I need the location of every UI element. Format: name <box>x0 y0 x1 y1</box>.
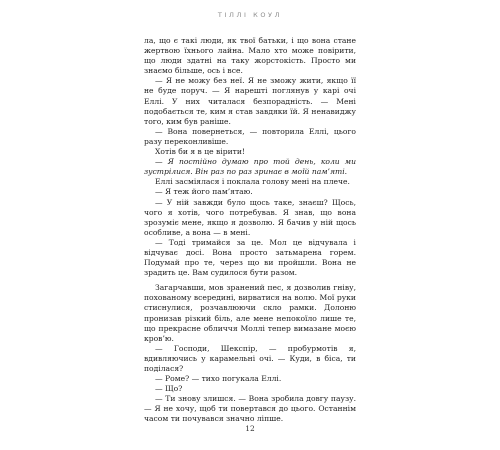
paragraph: — Я теж його пам’ятаю. <box>155 187 253 197</box>
paragraph: Хотів би я в це вірити! <box>155 147 245 157</box>
paragraph: ла, що є такі люди, як твої батьки, і що вона стане жертвою їхнього лайна. Мало хто може повірити, що люди здатні на таку жорстокість. Просто ми знаємо більше, ось і все. <box>144 36 356 76</box>
paragraph: — Роме? — тихо погукала Еллі. <box>155 374 282 384</box>
paragraph: — Що? <box>155 384 183 394</box>
paragraph: — Я не можу без неї. Я не зможу жити, якщо її не буде поруч. — Я нарешті поглянув у карі очі Еллі. У них читалася безпорадність. — Мені подобається те, ким я став завдяки їй. Я ненавиджу того, ким був раніше. <box>144 76 356 126</box>
paragraph: — Ти знову злишся. — Вона зробила довгу паузу. — Я не хочу, щоб ти повертався до цього. Останнім часом ти почувався значно ліпше. <box>144 394 356 424</box>
paragraph: — Вона повернеться, — повторила Еллі, цього разу переконливіше. <box>144 126 356 146</box>
paragraph: Загарчавши, мов зранений пес, я дозволив гніву, похованому всередині, вирватися на волю. Мої руки стиснулися, розчавлюючи скло рамки. Долоню пронизав різкий біль, але мене непокоїло лише те, що прекрасне обличчя Моллі тепер вимазане моєю кров’ю. <box>144 283 356 343</box>
running-header: ТІЛЛІ КОУЛ <box>217 11 283 19</box>
paragraph: — У ній завжди було щось таке, знаєш? Щось, чого я хотів, чого потребував. Я знав, що вона зрозуміє мене, якщо я дозволю. Я бачив у ній щось особливе, а вона — в мені. <box>144 197 356 237</box>
paragraph: — Господи, Шекспір, — пробурмотів я, вдивляючись у карамельні очі. — Куди, в біса, ти поділася? <box>144 343 356 373</box>
italic-text: — Я постійно думаю про той день, коли ми зустрілися. Він раз по раз зринає в моїй пам’яті. <box>144 157 356 177</box>
body-text <box>144 36 356 425</box>
paragraph-italic <box>144 157 356 177</box>
paragraph: Еллі засміялася і поклала голову мені на плече. <box>155 177 350 187</box>
paragraph: — Тоді тримайся за це. Мол це відчувала і відчуває досі. Вона просто затьмарена горем. Подумай про те, через що ви пройшли. Вона не зрадить це. Вам судилося бути разом. <box>144 237 356 278</box>
page-number: 12 <box>245 424 255 433</box>
